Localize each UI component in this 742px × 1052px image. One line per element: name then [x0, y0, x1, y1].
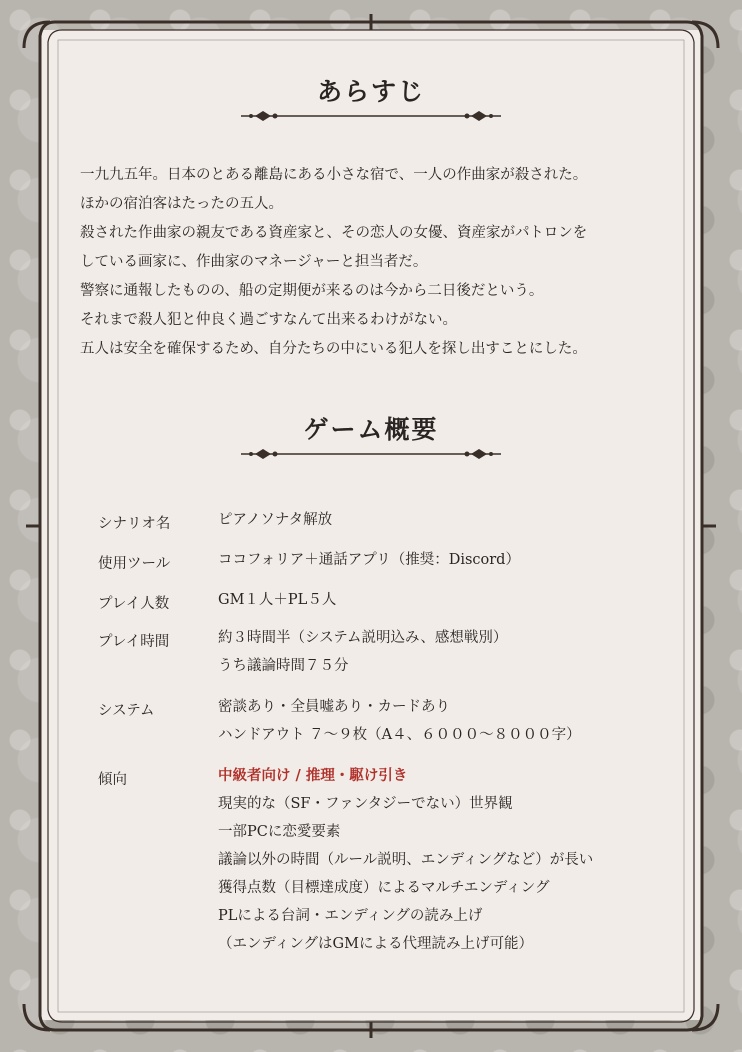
synopsis-heading: あらすじ: [316, 77, 425, 106]
synopsis-line: 警察に通報したものの、船の定期便が来るのは今から二日後だという。: [80, 283, 544, 299]
overview-value-line: GM１人＋PL５人: [218, 592, 337, 608]
overview-value-players: [218, 586, 336, 614]
overview-value-tendency: [218, 762, 593, 958]
overview-value-line: 密談あり・全員嘘あり・カードあり: [218, 699, 450, 715]
overview-value-line: （エンディングはGMによる代理読み上げ可能）: [218, 936, 533, 952]
overview-label-tendency: 傾向: [98, 772, 127, 788]
overview-value-scenario: [218, 506, 332, 534]
overview-heading: ゲーム概要: [303, 415, 439, 444]
overview-value-line: 獲得点数（目標達成度）によるマルチエンディング: [218, 880, 550, 896]
overview-value-line: 現実的な（SF・ファンタジーでない）世界観: [218, 796, 513, 812]
overview-value-playtime: [218, 624, 507, 680]
synopsis-line: している画家に、作曲家のマネージャーと担当者だ。: [80, 254, 428, 270]
overview-value-line: ハンドアウト ７〜９枚（A４、６０００〜８０００字）: [218, 727, 581, 743]
overview-value-tools: [218, 546, 520, 574]
synopsis-line: それまで殺人犯と仲良く過ごすなんて出来るわけがない。: [80, 312, 457, 328]
overview-value-system: [218, 693, 581, 749]
tendency-accent-text: 中級者向け / 推理・駆け引き: [218, 767, 408, 784]
overview-label-playtime: プレイ時間: [98, 634, 170, 650]
overview-value-line: うち議論時間７５分: [218, 658, 349, 674]
synopsis-line: 五人は安全を確保するため、自分たちの中にいる犯人を探し出すことにした。: [80, 341, 587, 357]
synopsis-line: 殺された作曲家の親友である資産家と、その恋人の女優、資産家がパトロンを: [80, 225, 588, 241]
overview-label-scenario: シナリオ名: [98, 516, 171, 532]
overview-value-line: PLによる台詞・エンディングの読み上げ: [218, 908, 483, 924]
overview-label-players: プレイ人数: [98, 596, 170, 612]
synopsis-line: 一九九五年。日本のとある離島にある小さな宿で、一人の作曲家が殺された。: [80, 167, 588, 183]
overview-value-line: ピアノソナタ解放: [218, 512, 333, 528]
heading-ornament-divider: [241, 106, 501, 126]
synopsis-text: [80, 161, 670, 364]
heading-ornament-divider: [241, 444, 501, 464]
overview-value-line: 一部PCに恋愛要素: [218, 824, 341, 840]
overview-label-tools: 使用ツール: [98, 556, 171, 572]
overview-value-line: 約３時間半（システム説明込み、感想戦別）: [218, 630, 508, 646]
overview-value-line: 議論以外の時間（ルール説明、エンディングなど）が長い: [218, 852, 594, 868]
overview-label-system: システム: [98, 703, 155, 719]
synopsis-line: ほかの宿泊客はたったの五人。: [80, 196, 283, 212]
overview-value-line: ココフォリア＋通話アプリ（推奨：Discord）: [218, 552, 520, 568]
